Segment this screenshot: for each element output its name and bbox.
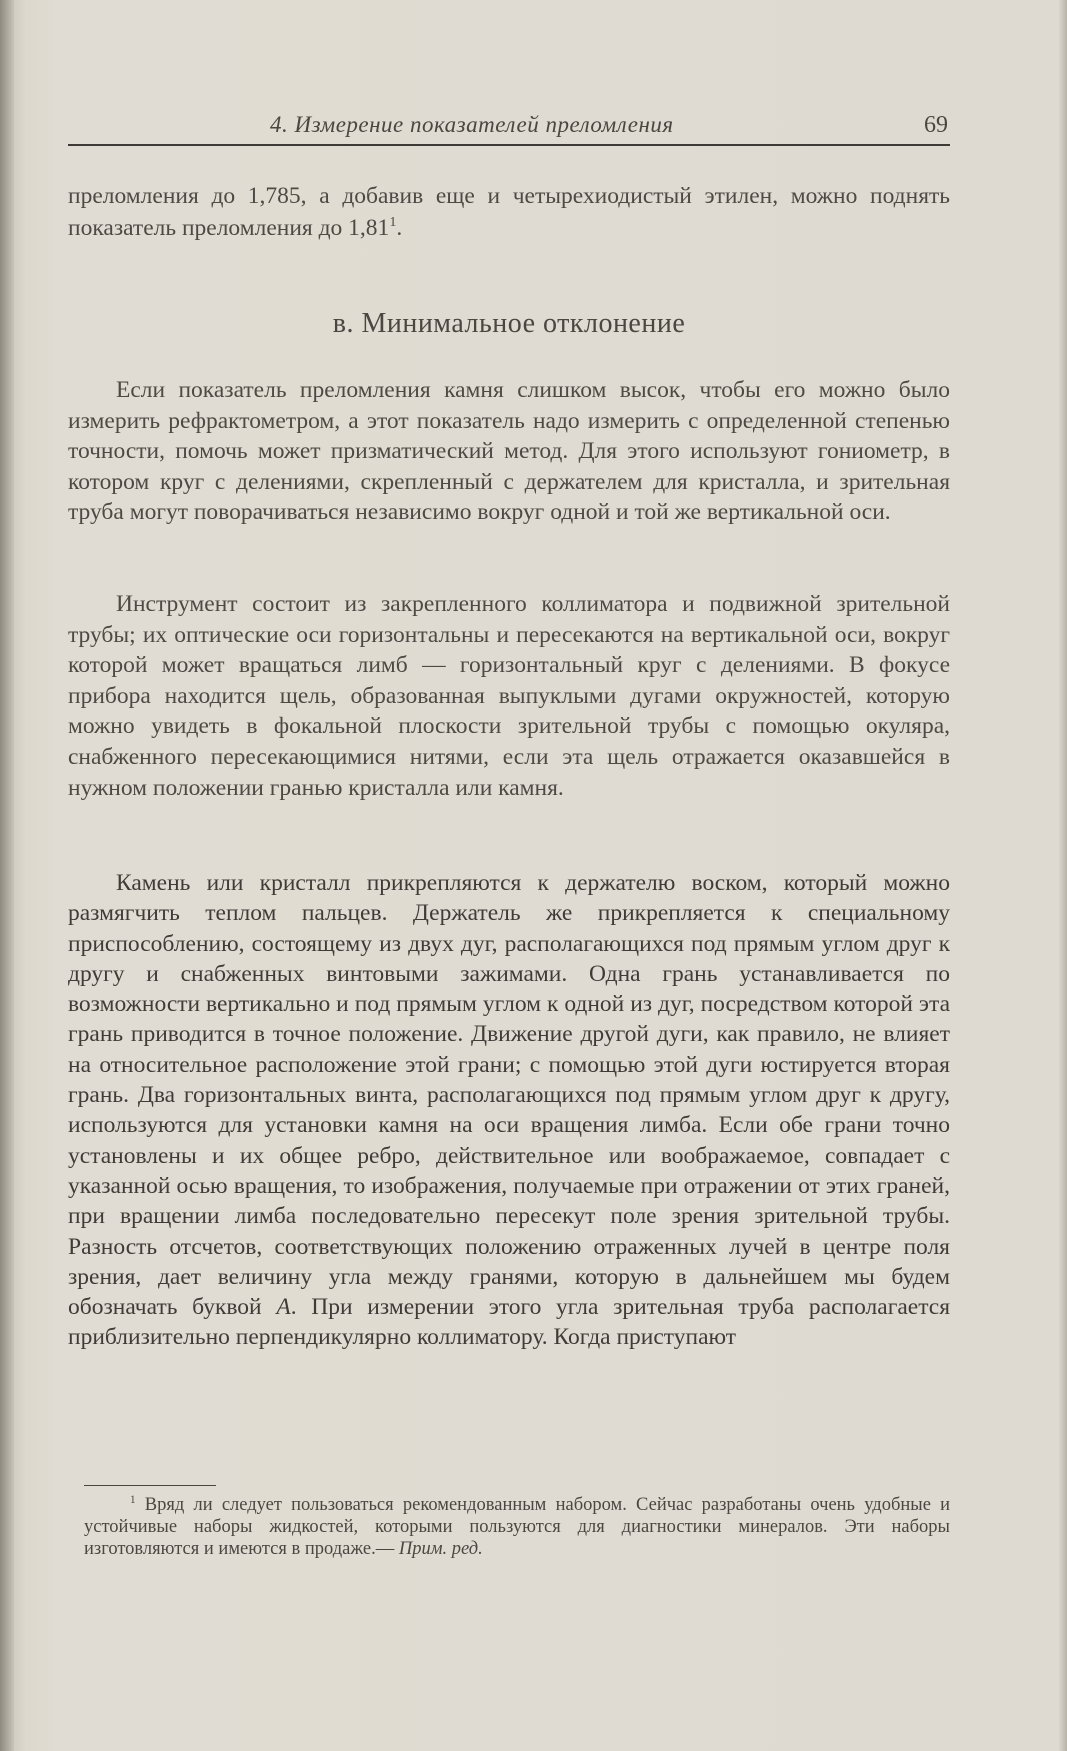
footnote bbox=[84, 1494, 950, 1560]
continuation-text: преломления до 1,785, а добавив еще и четырехиодистый этилен, можно поднять показатель преломления до 1,81$^1$. bbox=[68, 183, 950, 241]
footnote-reference: 1 bbox=[389, 214, 397, 231]
footnote-marker: 1 bbox=[130, 1493, 136, 1506]
paragraph-3-tail: . При измерении этого угла зрительная труба располагается приблизительно перпендикулярно коллиматору. Когда приступают bbox=[68, 1294, 950, 1351]
footnote-text: Вряд ли следует пользоваться рекомендованным набором. Сейчас разработаны очень удобные и устойчивые наборы жидкостей, которыми пользуются для диагностики минералов. Эти наборы изготовляются и имеются в продаже.— bbox=[84, 1495, 951, 1559]
editor-note: Прим. ред. bbox=[398, 1539, 483, 1559]
paragraph-3 bbox=[68, 868, 950, 1353]
footnote-divider bbox=[84, 1485, 216, 1486]
running-title: 4. Измерение показателей преломления bbox=[270, 112, 674, 137]
page-binding-shadow bbox=[0, 0, 14, 1751]
paragraph-1: Если показатель преломления камня слишком высок, чтобы его можно было измерить рефрактометром, а этот показатель надо измерить с определенной степенью точности, помочь может призматический метод. Для этого используют гониометр, в котором круг с делениями, скрепленный с держателем для кристалла, и зрительная труба могут поворачиваться независимо вокруг одной и той же вертикальной оси. bbox=[68, 377, 950, 526]
angle-symbol: A bbox=[276, 1294, 291, 1321]
paragraph-3-body: Камень или кристалл прикрепляются к держателю воском, который можно размягчить теплом пальцев. Держатель же прикрепляется к специальному приспособлению, состоящему из двух дуг, располагающихся под прямым углом друг к другу и снабженных винтовыми зажимами. Одна грань устанавливается по возможности вертикально и под прямым углом к одной из дуг, посредством которой эта грань приводится в точное положение. Движение другой дуги, как правило, не влияет на относительное расположение этой грани; с помощью этой дуги юстируется вторая грань. Два горизонтальных винта, располагающихся под прямым углом друг к другу, используются для установки камня на оси вращения лимба. Если обе грани точно установлены и их общее ребро, действительное или воображаемое, совпадает с указанной осью вращения, то изображения, получаемые при отражении от этих граней, при вращении лимба последовательно пересекут поле зрения зрительной трубы. Разность отсчетов, соответствующих положению отраженных лучей в центре поля зрения, дает величину угла между гранями, которую в дальнейшем мы будем обозначать буквой bbox=[68, 870, 950, 1321]
section-heading: в. Минимальное отклонение bbox=[332, 308, 686, 339]
continuation-body: преломления до 1,785, а добавив еще и четырехиодистый этилен, можно поднять показатель преломления до 1,81 bbox=[68, 183, 950, 241]
page-edge-shadow bbox=[1059, 0, 1067, 1751]
running-head bbox=[68, 110, 950, 146]
paragraph-2: Инструмент состоит из закрепленного коллиматора и подвижной зрительной трубы; их оптические оси горизонтальны и пересекаются на вертикальной оси, вокруг которой может вращаться лимб — горизонтальный круг с делениями. В фокусе прибора находится щель, образованная выпуклыми дугами окружностей, которую можно увидеть в фокальной плоскости зрительной трубы с помощью окуляра, снабженного пересекающимися нитями, если эта щель отражается оказавшейся в нужном положении гранью кристалла или камня. bbox=[68, 591, 950, 801]
page-number: 69 bbox=[924, 112, 948, 138]
